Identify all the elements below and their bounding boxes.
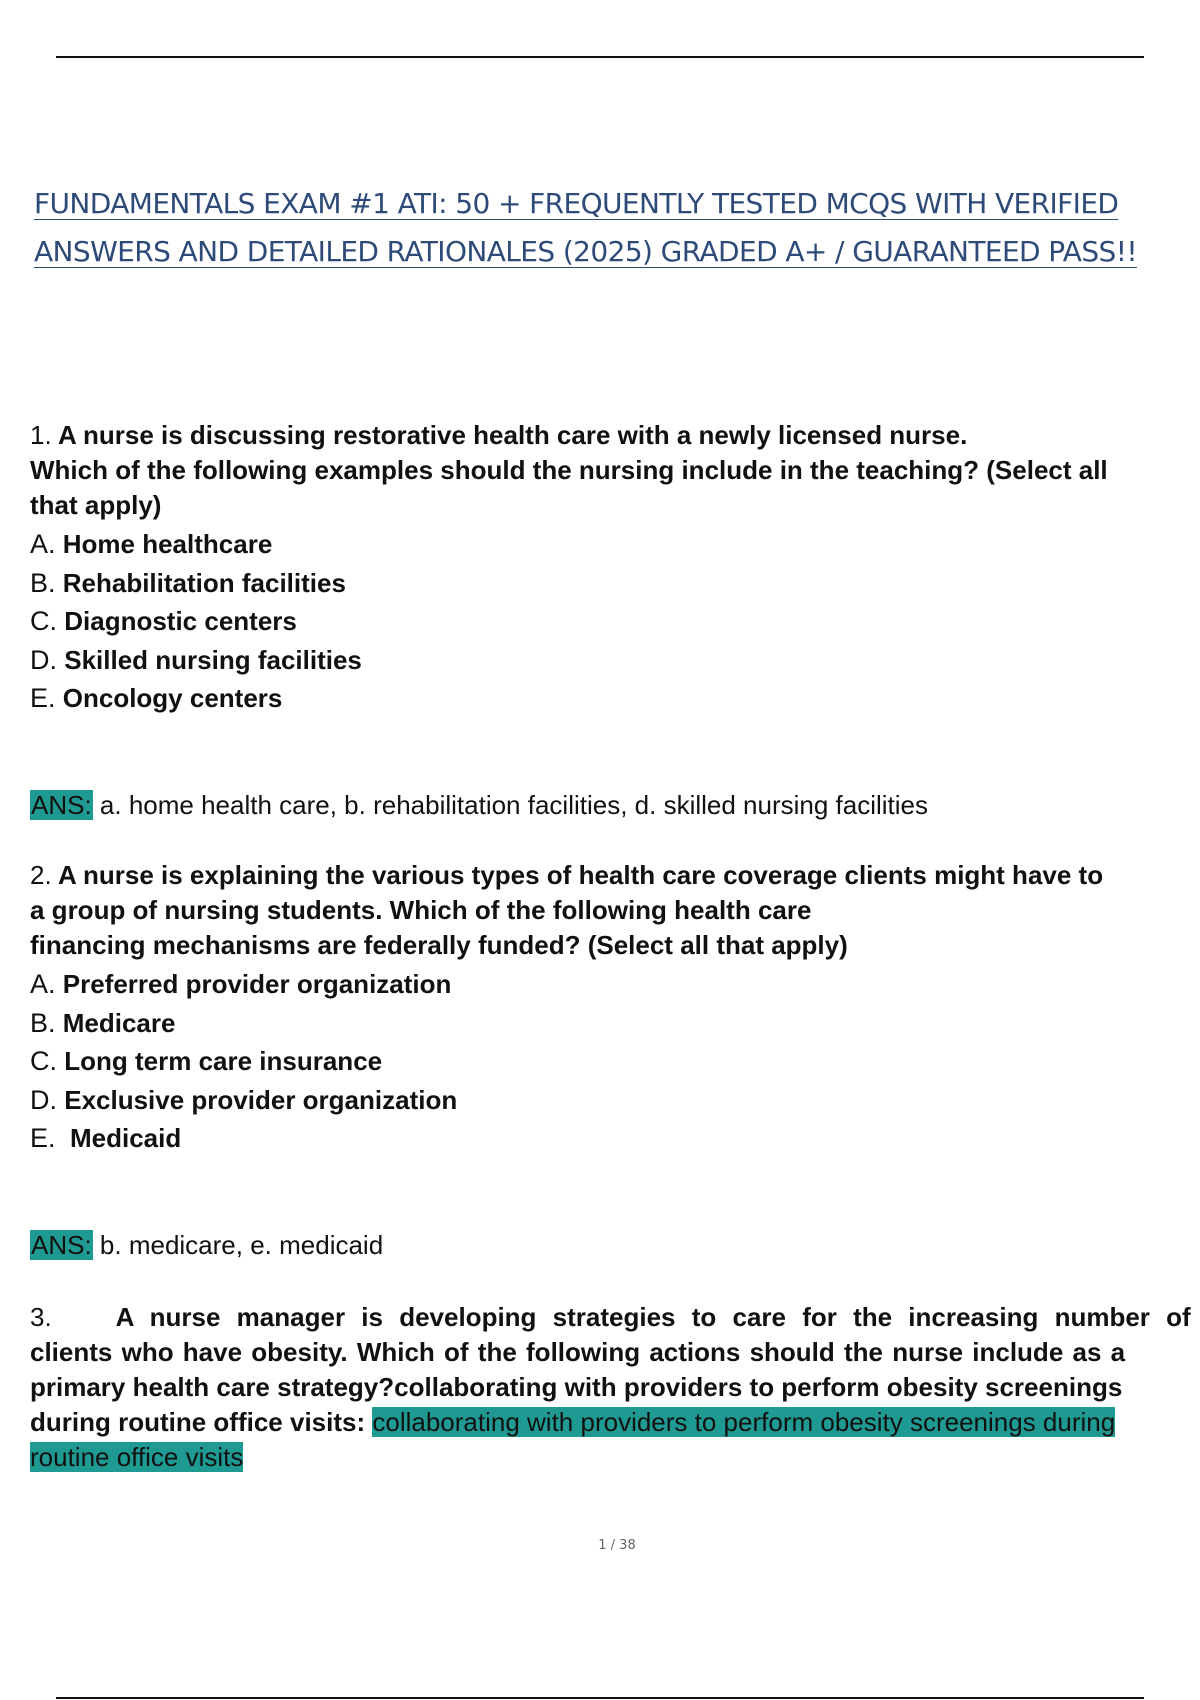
option-d: D. Skilled nursing facilities: [30, 644, 362, 675]
document-title: [34, 180, 1200, 276]
question-stem-line: that apply): [30, 490, 162, 520]
question-stem-line: a group of nursing students. Which of the following health care: [30, 895, 812, 925]
option-b: B. Rehabilitation facilities: [30, 567, 346, 598]
highlighted-answer: routine office visits: [30, 1442, 244, 1472]
answer-label: ANS:: [31, 790, 92, 820]
question-number: 2.: [30, 860, 52, 890]
option-list: [30, 965, 1200, 1158]
option-c: C. Diagnostic centers: [30, 606, 297, 637]
question-3: [30, 1300, 1200, 1475]
option-b: B. Medicare: [30, 1007, 176, 1038]
question-1: [30, 418, 1200, 718]
question-stem-line: 2. A nurse is explaining the various types of health care coverage clients might have to: [30, 860, 1104, 890]
option-c: C. Long term care insurance: [30, 1046, 383, 1077]
footer-rule: [56, 1697, 1144, 1699]
question-number: 3.: [30, 1302, 52, 1332]
page-number: 1 / 38: [598, 1538, 636, 1553]
answer-text: b. medicare, e. medicaid: [99, 1230, 384, 1260]
title-line-2: ANSWERS AND DETAILED RATIONALES (2025) GRADED A+ / GUARANTEED PASS!!: [34, 235, 1137, 268]
header-rule: [56, 56, 1144, 58]
question-stem-line: Which of the following examples should the nursing include in the teaching? (Select all: [30, 455, 1108, 485]
option-a: A. Home healthcare: [30, 529, 273, 559]
option-a: A. Preferred provider organization: [30, 969, 452, 999]
option-e: E. Medicaid: [30, 1123, 182, 1154]
question-stem-line: clients who have obesity. Which of the following actions should the nurse include as a: [30, 1337, 1126, 1367]
highlighted-answer: collaborating with providers to perform obesity screenings during: [372, 1407, 1116, 1437]
question-stem-line: during routine office visits: collaborating with providers to perform obesity screenings during: [30, 1407, 1116, 1437]
option-d: D. Exclusive provider organization: [30, 1084, 458, 1115]
option-list: [30, 525, 1200, 718]
question-stem-line: 1. A nurse is discussing restorative health care with a newly licensed nurse.: [30, 420, 968, 450]
answer-label: ANS:: [31, 1230, 92, 1260]
answer-text: a. home health care, b. rehabilitation facilities, d. skilled nursing facilities: [99, 790, 929, 820]
question-stem-line: 3. A nurse manager is developing strategies to care for the increasing number of: [30, 1302, 1191, 1332]
title-line-1: FUNDAMENTALS EXAM #1 ATI: 50 + FREQUENTLY TESTED MCQS WITH VERIFIED: [34, 187, 1119, 220]
question-stem-line: financing mechanisms are federally funded? (Select all that apply): [30, 930, 848, 960]
question-stem-line: [30, 1440, 1200, 1475]
answer-1: [30, 788, 928, 822]
option-e: E. Oncology centers: [30, 683, 283, 714]
question-stem-line: primary health care strategy?collaborating with providers to perform obesity screenings: [30, 1372, 1123, 1402]
answer-2: [30, 1228, 383, 1262]
question-number: 1.: [30, 420, 52, 450]
question-2: [30, 858, 1200, 1158]
